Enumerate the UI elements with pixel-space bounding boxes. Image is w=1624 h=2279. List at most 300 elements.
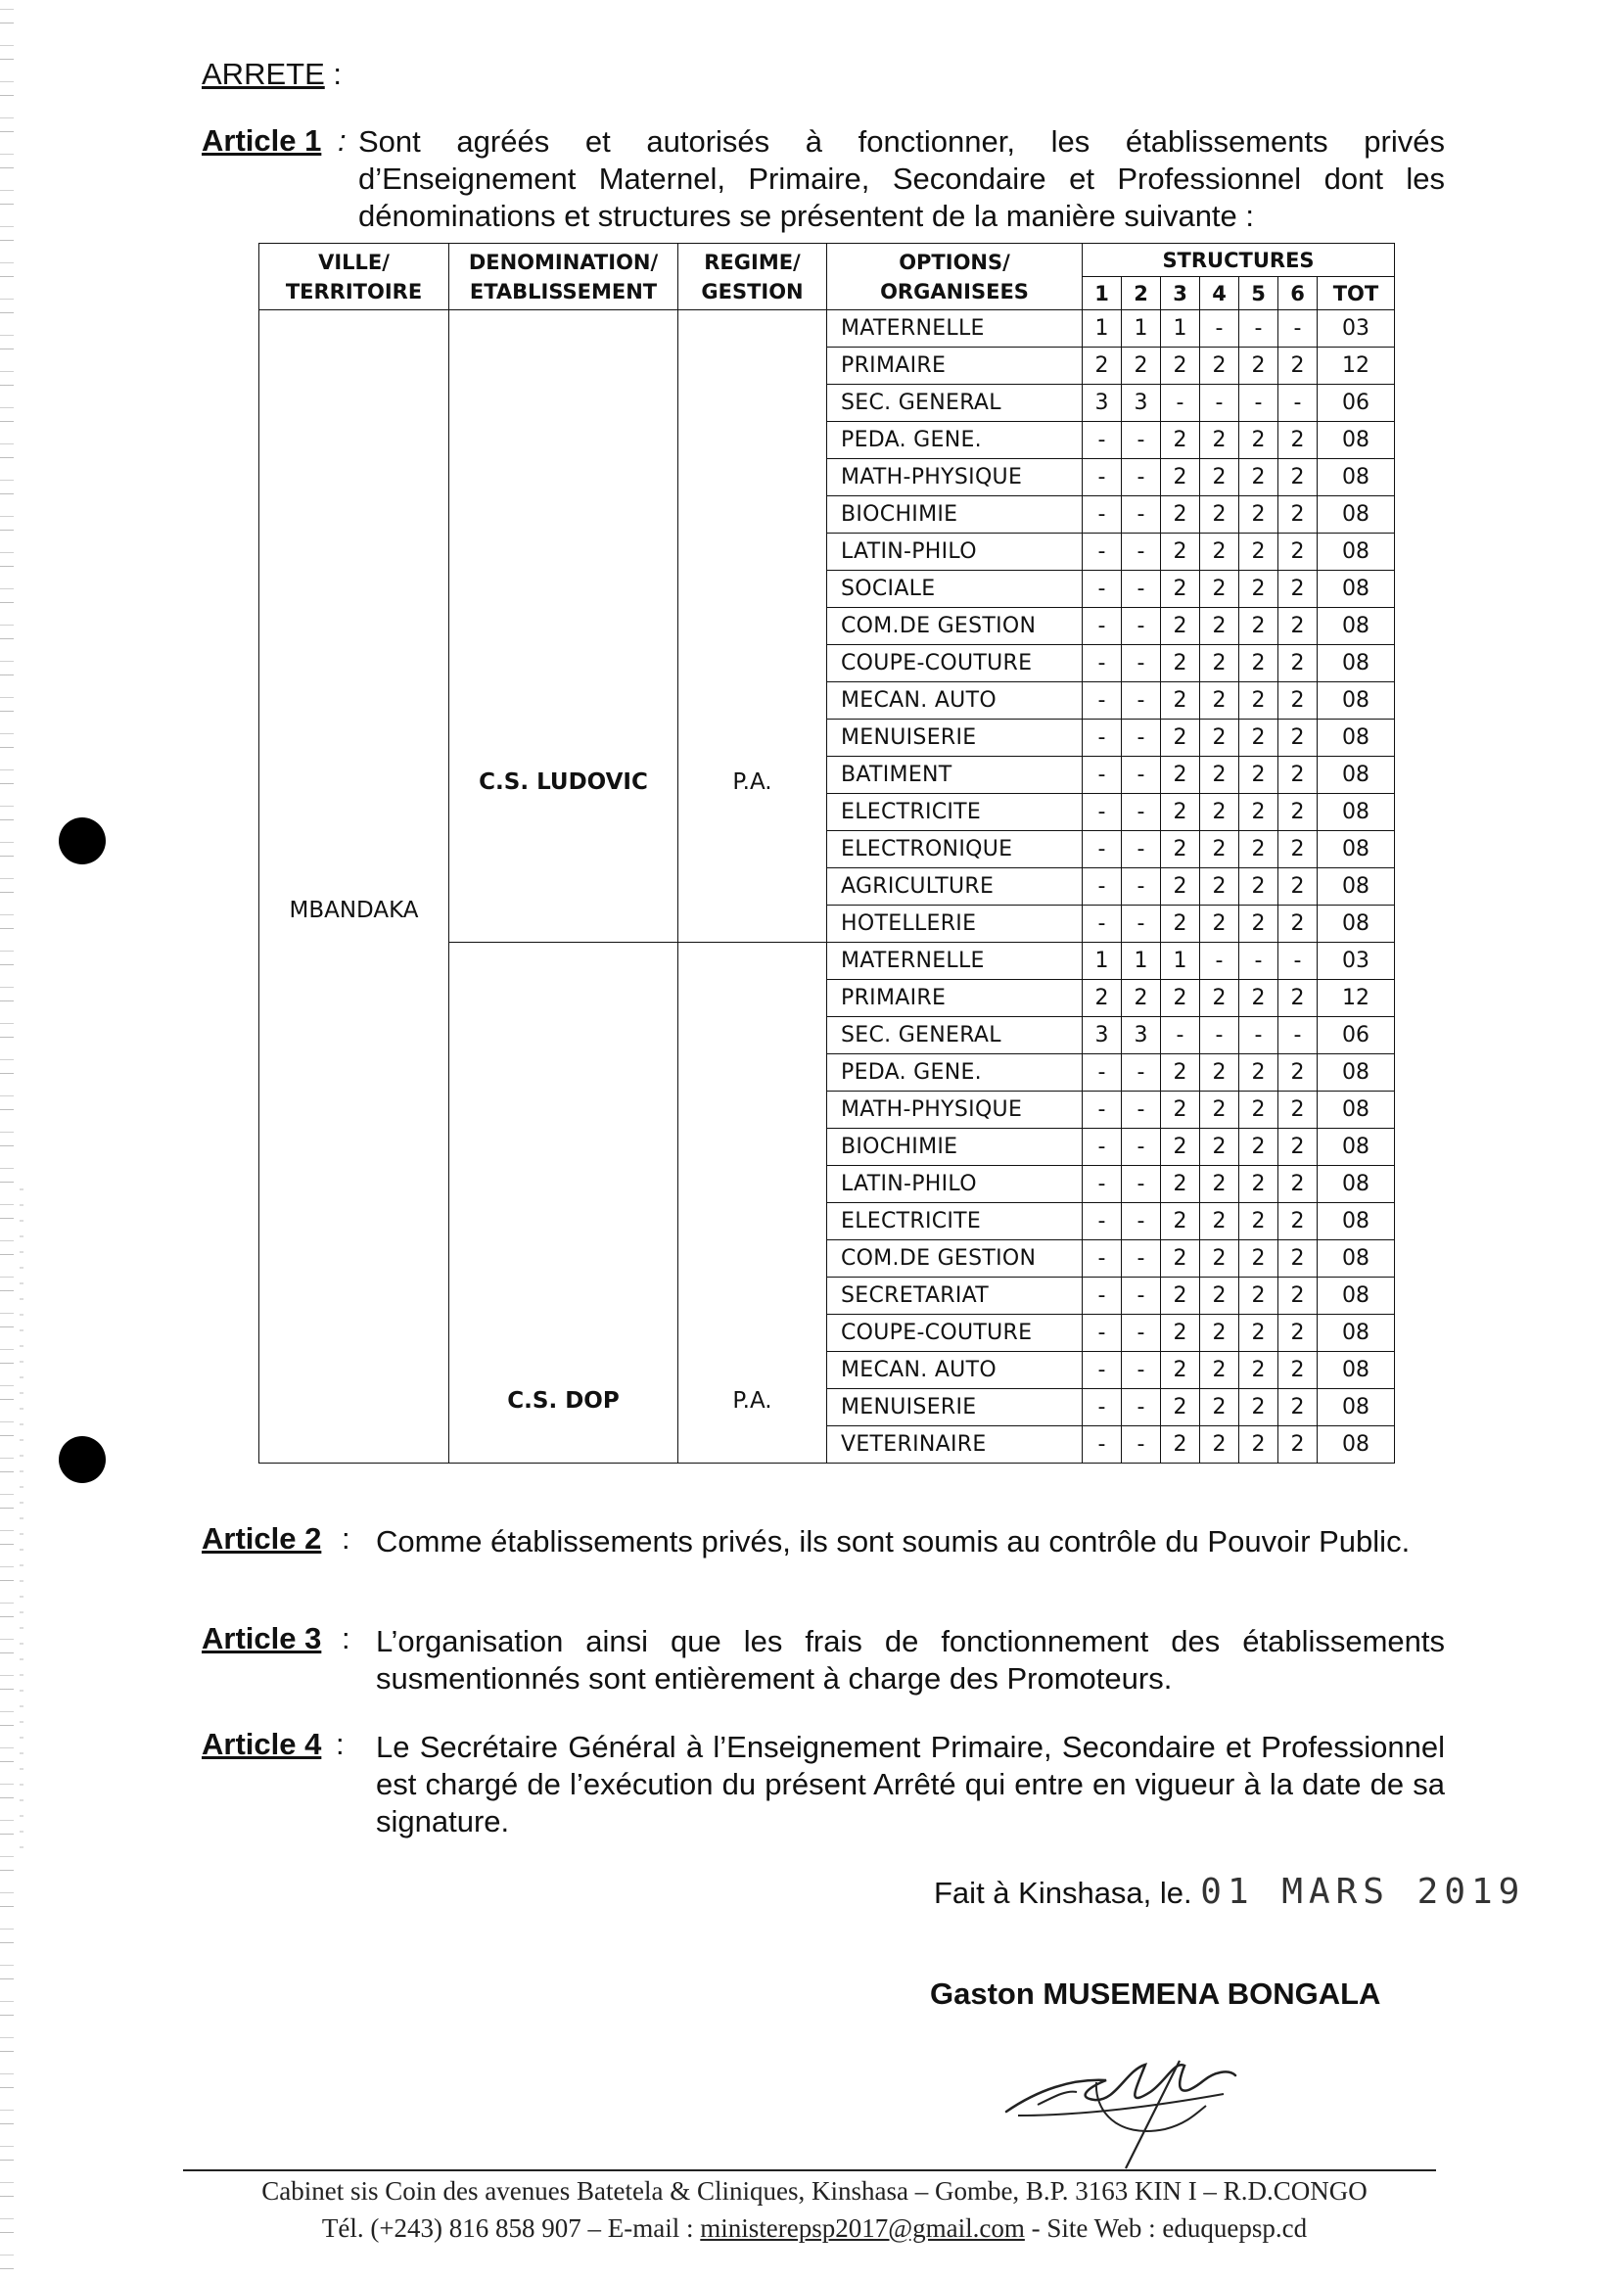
structure-cell: -: [1200, 385, 1239, 422]
structure-cell: -: [1122, 645, 1161, 682]
option-name: LATIN-PHILO: [827, 1166, 1083, 1203]
structure-cell: 2: [1161, 608, 1200, 645]
structure-cell: 2: [1161, 1278, 1200, 1315]
option-name: BIOCHIMIE: [827, 496, 1083, 534]
structure-cell: -: [1122, 1278, 1161, 1315]
structure-cell: 2: [1239, 757, 1278, 794]
structure-cell: -: [1083, 1278, 1122, 1315]
total-cell: 08: [1318, 1240, 1395, 1278]
option-name: MATERNELLE: [827, 310, 1083, 348]
structure-cell: -: [1122, 422, 1161, 459]
structure-cell: -: [1278, 385, 1318, 422]
structure-cell: -: [1083, 1389, 1122, 1426]
structure-cell: 2: [1200, 496, 1239, 534]
structure-cell: 2: [1239, 1278, 1278, 1315]
header-col-4: 4: [1200, 277, 1239, 310]
total-cell: 08: [1318, 1129, 1395, 1166]
structures-table: [258, 243, 1395, 1464]
structure-cell: -: [1122, 496, 1161, 534]
structure-cell: 2: [1200, 1315, 1239, 1352]
structure-cell: -: [1083, 1426, 1122, 1464]
structure-cell: 2: [1239, 1352, 1278, 1389]
total-cell: 06: [1318, 1017, 1395, 1054]
header-col-1: 1: [1083, 277, 1122, 310]
structure-cell: -: [1239, 943, 1278, 980]
total-cell: 08: [1318, 534, 1395, 571]
structure-cell: -: [1083, 1166, 1122, 1203]
structure-cell: 2: [1239, 459, 1278, 496]
signatory-first-name: Gaston: [930, 1977, 1035, 2011]
article4-sep: :: [336, 1727, 345, 1761]
option-name: MECAN. AUTO: [827, 1352, 1083, 1389]
structure-cell: -: [1083, 1092, 1122, 1129]
structure-cell: -: [1083, 906, 1122, 943]
structure-cell: 2: [1161, 980, 1200, 1017]
article4-text: Le Secrétaire Général à l’Enseignement Primaire, Secondaire et Professionnel est chargé de l’exécution du présent Arrêté qui entre en vigueur à la date de sa signature.: [376, 1730, 1445, 1838]
structure-cell: 2: [1200, 794, 1239, 831]
structure-cell: 2: [1161, 794, 1200, 831]
structure-cell: 2: [1161, 348, 1200, 385]
structure-cell: -: [1122, 831, 1161, 868]
structure-cell: 2: [1239, 1240, 1278, 1278]
option-name: ELECTRICITE: [827, 1203, 1083, 1240]
structure-cell: -: [1083, 496, 1122, 534]
structure-cell: 2: [1239, 831, 1278, 868]
punch-hole: [59, 1436, 106, 1483]
structure-cell: 2: [1200, 682, 1239, 720]
structure-cell: 2: [1278, 980, 1318, 1017]
article2-text: Comme établissements privés, ils sont soumis au contrôle du Pouvoir Public.: [376, 1524, 1411, 1558]
structure-cell: 2: [1278, 1203, 1318, 1240]
structure-cell: 2: [1083, 980, 1122, 1017]
structure-cell: -: [1122, 534, 1161, 571]
structure-cell: 2: [1278, 534, 1318, 571]
structure-cell: 2: [1278, 1315, 1318, 1352]
structure-cell: 3: [1083, 1017, 1122, 1054]
total-cell: 08: [1318, 1054, 1395, 1092]
structure-cell: 2: [1200, 571, 1239, 608]
structure-cell: 2: [1278, 1389, 1318, 1426]
option-name: SECRETARIAT: [827, 1278, 1083, 1315]
structure-cell: 1: [1122, 943, 1161, 980]
structure-cell: -: [1083, 1129, 1122, 1166]
structure-cell: -: [1083, 459, 1122, 496]
structure-cell: -: [1122, 868, 1161, 906]
article3-sep: :: [342, 1621, 350, 1655]
structure-cell: -: [1161, 1017, 1200, 1054]
structure-cell: -: [1122, 720, 1161, 757]
structure-cell: 2: [1200, 980, 1239, 1017]
structure-cell: 2: [1161, 720, 1200, 757]
structure-cell: 2: [1200, 906, 1239, 943]
structure-cell: 2: [1239, 1426, 1278, 1464]
total-cell: 08: [1318, 831, 1395, 868]
total-cell: 08: [1318, 906, 1395, 943]
structure-cell: -: [1122, 1352, 1161, 1389]
structure-cell: 2: [1278, 906, 1318, 943]
structure-cell: 1: [1161, 310, 1200, 348]
option-name: LATIN-PHILO: [827, 534, 1083, 571]
structure-cell: 1: [1122, 310, 1161, 348]
structure-cell: -: [1083, 757, 1122, 794]
structure-cell: 2: [1161, 757, 1200, 794]
structure-cell: 2: [1278, 794, 1318, 831]
header-options: OPTIONS/ ORGANISEES: [827, 244, 1083, 310]
structure-cell: -: [1122, 757, 1161, 794]
structure-cell: 2: [1239, 1092, 1278, 1129]
structure-cell: -: [1122, 1426, 1161, 1464]
structure-cell: 2: [1200, 1389, 1239, 1426]
structure-cell: 2: [1161, 868, 1200, 906]
structure-cell: 3: [1122, 1017, 1161, 1054]
structure-cell: -: [1083, 720, 1122, 757]
structure-cell: 2: [1200, 868, 1239, 906]
structure-cell: 2: [1278, 1092, 1318, 1129]
option-name: PRIMAIRE: [827, 348, 1083, 385]
structure-cell: 2: [1239, 980, 1278, 1017]
total-cell: 08: [1318, 1092, 1395, 1129]
structure-cell: -: [1083, 831, 1122, 868]
structure-cell: 2: [1239, 422, 1278, 459]
option-name: SEC. GENERAL: [827, 385, 1083, 422]
structure-cell: 2: [1239, 1203, 1278, 1240]
header-structures: STRUCTURES: [1083, 244, 1395, 277]
footer-email-link[interactable]: ministerepsp2017@gmail.com: [700, 2213, 1025, 2243]
structure-cell: 2: [1239, 534, 1278, 571]
option-name: HOTELLERIE: [827, 906, 1083, 943]
structure-cell: -: [1083, 1054, 1122, 1092]
structure-cell: 2: [1278, 1240, 1318, 1278]
option-name: PEDA. GENE.: [827, 1054, 1083, 1092]
structure-cell: 2: [1200, 348, 1239, 385]
total-cell: 08: [1318, 1166, 1395, 1203]
heading: [202, 57, 342, 92]
structure-cell: -: [1083, 1315, 1122, 1352]
structure-cell: 2: [1278, 496, 1318, 534]
option-name: BIOCHIMIE: [827, 1129, 1083, 1166]
article2-sep: :: [342, 1521, 350, 1556]
structure-cell: -: [1083, 645, 1122, 682]
article3-text: L’organisation ainsi que les frais de fonctionnement des établissements susmentionnés sont entièrement à charge des Promoteurs.: [376, 1624, 1445, 1696]
structure-cell: 2: [1278, 1278, 1318, 1315]
footer-phone: Tél. (+243) 816 858 907 – E-mail :: [321, 2213, 694, 2243]
total-cell: 08: [1318, 422, 1395, 459]
article1-sep: :: [338, 123, 347, 158]
structure-cell: 2: [1083, 348, 1122, 385]
total-cell: 08: [1318, 1278, 1395, 1315]
structure-cell: 2: [1239, 608, 1278, 645]
option-name: MENUISERIE: [827, 720, 1083, 757]
structure-cell: 2: [1278, 757, 1318, 794]
structure-cell: -: [1278, 943, 1318, 980]
structure-cell: -: [1122, 1129, 1161, 1166]
structure-cell: 2: [1200, 1129, 1239, 1166]
structure-cell: 2: [1200, 1203, 1239, 1240]
structure-cell: 2: [1239, 720, 1278, 757]
structure-cell: 2: [1278, 459, 1318, 496]
structure-cell: 2: [1200, 1426, 1239, 1464]
structure-cell: 2: [1239, 1054, 1278, 1092]
structure-cell: 2: [1278, 348, 1318, 385]
total-cell: 03: [1318, 310, 1395, 348]
option-name: AGRICULTURE: [827, 868, 1083, 906]
option-name: BATIMENT: [827, 757, 1083, 794]
option-name: ELECTRICITE: [827, 794, 1083, 831]
total-cell: 08: [1318, 868, 1395, 906]
structure-cell: 2: [1278, 1352, 1318, 1389]
ville-cell: MBANDAKA: [259, 310, 449, 1464]
structure-cell: 2: [1161, 831, 1200, 868]
structure-cell: -: [1122, 608, 1161, 645]
structure-cell: 2: [1161, 645, 1200, 682]
structure-cell: 2: [1161, 571, 1200, 608]
structure-cell: 2: [1239, 645, 1278, 682]
structure-cell: -: [1200, 1017, 1239, 1054]
article1-text: Sont agréés et autorisés à fonctionner, les établissements privés d’Enseignement Maternel, Primaire, Secondaire et Professionnel dont les dénominations et structures se présentent de la manière suivante :: [358, 124, 1445, 233]
structure-cell: 2: [1278, 682, 1318, 720]
total-cell: 08: [1318, 1203, 1395, 1240]
structure-cell: 2: [1239, 571, 1278, 608]
table-row: [259, 310, 1395, 348]
heading-colon: :: [333, 57, 342, 91]
establishment-name: C.S. DOP: [449, 943, 678, 1464]
structure-cell: 2: [1161, 1129, 1200, 1166]
table-header-row: [259, 244, 1395, 277]
structure-cell: 1: [1083, 943, 1122, 980]
option-name: MENUISERIE: [827, 1389, 1083, 1426]
structure-cell: -: [1083, 868, 1122, 906]
place-date: [934, 1872, 1525, 1912]
total-cell: 08: [1318, 571, 1395, 608]
option-name: COUPE-COUTURE: [827, 1315, 1083, 1352]
structure-cell: 2: [1122, 348, 1161, 385]
footer-address: Cabinet sis Coin des avenues Batetela & Cliniques, Kinshasa – Gombe, B.P. 3163 KIN I – R.D.CONGO: [261, 2176, 1368, 2206]
structure-cell: -: [1122, 1054, 1161, 1092]
structure-cell: 2: [1161, 459, 1200, 496]
structure-cell: 2: [1161, 1426, 1200, 1464]
structure-cell: -: [1122, 1389, 1161, 1426]
structure-cell: 2: [1200, 645, 1239, 682]
structure-cell: 2: [1278, 831, 1318, 868]
structure-cell: 2: [1200, 831, 1239, 868]
total-cell: 08: [1318, 1426, 1395, 1464]
option-name: MATERNELLE: [827, 943, 1083, 980]
scan-margin-speckle: [20, 1175, 23, 1860]
signatory-last-name: MUSEMENA BONGALA: [1043, 1977, 1381, 2011]
structure-cell: -: [1122, 1240, 1161, 1278]
structure-cell: 2: [1278, 422, 1318, 459]
structure-cell: 2: [1200, 1054, 1239, 1092]
footer-website: - Site Web : eduquepsp.cd: [1031, 2213, 1308, 2243]
total-cell: 03: [1318, 943, 1395, 980]
structure-cell: 2: [1200, 720, 1239, 757]
structure-cell: 2: [1239, 1129, 1278, 1166]
structure-cell: 2: [1161, 1315, 1200, 1352]
structure-cell: -: [1239, 1017, 1278, 1054]
structure-cell: 2: [1278, 645, 1318, 682]
header-col-2: 2: [1122, 277, 1161, 310]
structure-cell: 2: [1239, 1389, 1278, 1426]
total-cell: 12: [1318, 980, 1395, 1017]
structure-cell: -: [1083, 534, 1122, 571]
structure-cell: 2: [1239, 682, 1278, 720]
structure-cell: 2: [1161, 1203, 1200, 1240]
option-name: VETERINAIRE: [827, 1426, 1083, 1464]
option-name: ELECTRONIQUE: [827, 831, 1083, 868]
total-cell: 08: [1318, 794, 1395, 831]
scan-margin-speckle: [0, 0, 14, 2279]
signatory-name: [930, 1977, 1380, 2012]
structure-cell: 2: [1239, 794, 1278, 831]
option-name: COM.DE GESTION: [827, 1240, 1083, 1278]
structure-cell: -: [1122, 1315, 1161, 1352]
total-cell: 08: [1318, 608, 1395, 645]
structure-cell: -: [1083, 571, 1122, 608]
option-name: COM.DE GESTION: [827, 608, 1083, 645]
article1-label: Article 1: [202, 123, 322, 158]
header-col-5: 5: [1239, 277, 1278, 310]
option-name: COUPE-COUTURE: [827, 645, 1083, 682]
total-cell: 08: [1318, 1352, 1395, 1389]
structure-cell: -: [1122, 571, 1161, 608]
header-regime: REGIME/ GESTION: [678, 244, 827, 310]
structure-cell: 2: [1278, 608, 1318, 645]
article4-label: Article 4: [202, 1727, 322, 1761]
punch-hole: [59, 817, 106, 864]
total-cell: 08: [1318, 496, 1395, 534]
header-col-3: 3: [1161, 277, 1200, 310]
footer-contact: [183, 2213, 1446, 2244]
footer-divider: [183, 2169, 1436, 2171]
structure-cell: 2: [1161, 496, 1200, 534]
structure-cell: -: [1161, 385, 1200, 422]
structure-cell: -: [1122, 1092, 1161, 1129]
total-cell: 08: [1318, 757, 1395, 794]
total-cell: 08: [1318, 1389, 1395, 1426]
structure-cell: 2: [1200, 422, 1239, 459]
structure-cell: 2: [1200, 1352, 1239, 1389]
structure-cell: 2: [1278, 868, 1318, 906]
structure-cell: 2: [1200, 1240, 1239, 1278]
signature-image: [979, 2022, 1263, 2178]
structure-cell: -: [1239, 310, 1278, 348]
option-name: SEC. GENERAL: [827, 1017, 1083, 1054]
option-name: SOCIALE: [827, 571, 1083, 608]
total-cell: 08: [1318, 720, 1395, 757]
establishment-regime: P.A.: [678, 943, 827, 1464]
structure-cell: 2: [1161, 1054, 1200, 1092]
structure-cell: 2: [1200, 608, 1239, 645]
structure-cell: 2: [1200, 459, 1239, 496]
structure-cell: 2: [1278, 1166, 1318, 1203]
structure-cell: -: [1083, 608, 1122, 645]
structure-cell: 2: [1200, 1166, 1239, 1203]
option-name: PRIMAIRE: [827, 980, 1083, 1017]
structure-cell: 2: [1161, 906, 1200, 943]
article3-label: Article 3: [202, 1621, 322, 1655]
structure-cell: -: [1200, 943, 1239, 980]
structure-cell: -: [1239, 385, 1278, 422]
total-cell: 08: [1318, 645, 1395, 682]
structure-cell: -: [1083, 1203, 1122, 1240]
establishment-name: C.S. LUDOVIC: [449, 310, 678, 943]
structure-cell: -: [1278, 1017, 1318, 1054]
place-date-prefix: Fait à Kinshasa, le.: [934, 1876, 1192, 1910]
structure-cell: 2: [1161, 534, 1200, 571]
structure-cell: 2: [1161, 422, 1200, 459]
article2-label: Article 2: [202, 1521, 322, 1556]
structure-cell: -: [1083, 1240, 1122, 1278]
total-cell: 08: [1318, 682, 1395, 720]
structure-cell: -: [1083, 682, 1122, 720]
heading-text: ARRETE: [202, 57, 325, 91]
structure-cell: 2: [1200, 757, 1239, 794]
total-cell: 08: [1318, 1315, 1395, 1352]
structure-cell: 2: [1161, 1352, 1200, 1389]
header-ville: VILLE/ TERRITOIRE: [259, 244, 449, 310]
structure-cell: 2: [1239, 906, 1278, 943]
header-col-tot: TOT: [1318, 277, 1395, 310]
structure-cell: -: [1200, 310, 1239, 348]
structure-cell: 2: [1200, 534, 1239, 571]
structure-cell: 2: [1161, 682, 1200, 720]
structure-cell: 2: [1278, 571, 1318, 608]
option-name: MATH-PHYSIQUE: [827, 459, 1083, 496]
structure-cell: 2: [1239, 496, 1278, 534]
structure-cell: 2: [1278, 1426, 1318, 1464]
structure-cell: 2: [1161, 1389, 1200, 1426]
structure-cell: -: [1122, 682, 1161, 720]
structure-cell: 2: [1200, 1278, 1239, 1315]
structure-cell: 3: [1083, 385, 1122, 422]
header-denomination: DENOMINATION/ ETABLISSEMENT: [449, 244, 678, 310]
header-col-6: 6: [1278, 277, 1318, 310]
structure-cell: 2: [1122, 980, 1161, 1017]
structure-cell: 2: [1239, 868, 1278, 906]
structure-cell: -: [1122, 459, 1161, 496]
structure-cell: 2: [1161, 1166, 1200, 1203]
structure-cell: -: [1122, 1166, 1161, 1203]
structure-cell: 2: [1161, 1092, 1200, 1129]
total-cell: 08: [1318, 459, 1395, 496]
option-name: MATH-PHYSIQUE: [827, 1092, 1083, 1129]
structure-cell: -: [1083, 794, 1122, 831]
total-cell: 12: [1318, 348, 1395, 385]
structure-cell: 1: [1083, 310, 1122, 348]
structure-cell: -: [1083, 1352, 1122, 1389]
structure-cell: -: [1122, 906, 1161, 943]
structure-cell: -: [1122, 1203, 1161, 1240]
structure-cell: -: [1122, 794, 1161, 831]
establishment-regime: P.A.: [678, 310, 827, 943]
structure-cell: 2: [1239, 1315, 1278, 1352]
structure-cell: -: [1083, 422, 1122, 459]
total-cell: 06: [1318, 385, 1395, 422]
structure-cell: 2: [1278, 720, 1318, 757]
structure-cell: 1: [1161, 943, 1200, 980]
structure-cell: 2: [1200, 1092, 1239, 1129]
structure-cell: 2: [1239, 1166, 1278, 1203]
structure-cell: 2: [1239, 348, 1278, 385]
option-name: PEDA. GENE.: [827, 422, 1083, 459]
structure-cell: 2: [1278, 1129, 1318, 1166]
structure-cell: -: [1278, 310, 1318, 348]
date-stamp: 01 MARS 2019: [1200, 1872, 1526, 1912]
structure-cell: 3: [1122, 385, 1161, 422]
option-name: MECAN. AUTO: [827, 682, 1083, 720]
structure-cell: 2: [1278, 1054, 1318, 1092]
structure-cell: 2: [1161, 1240, 1200, 1278]
